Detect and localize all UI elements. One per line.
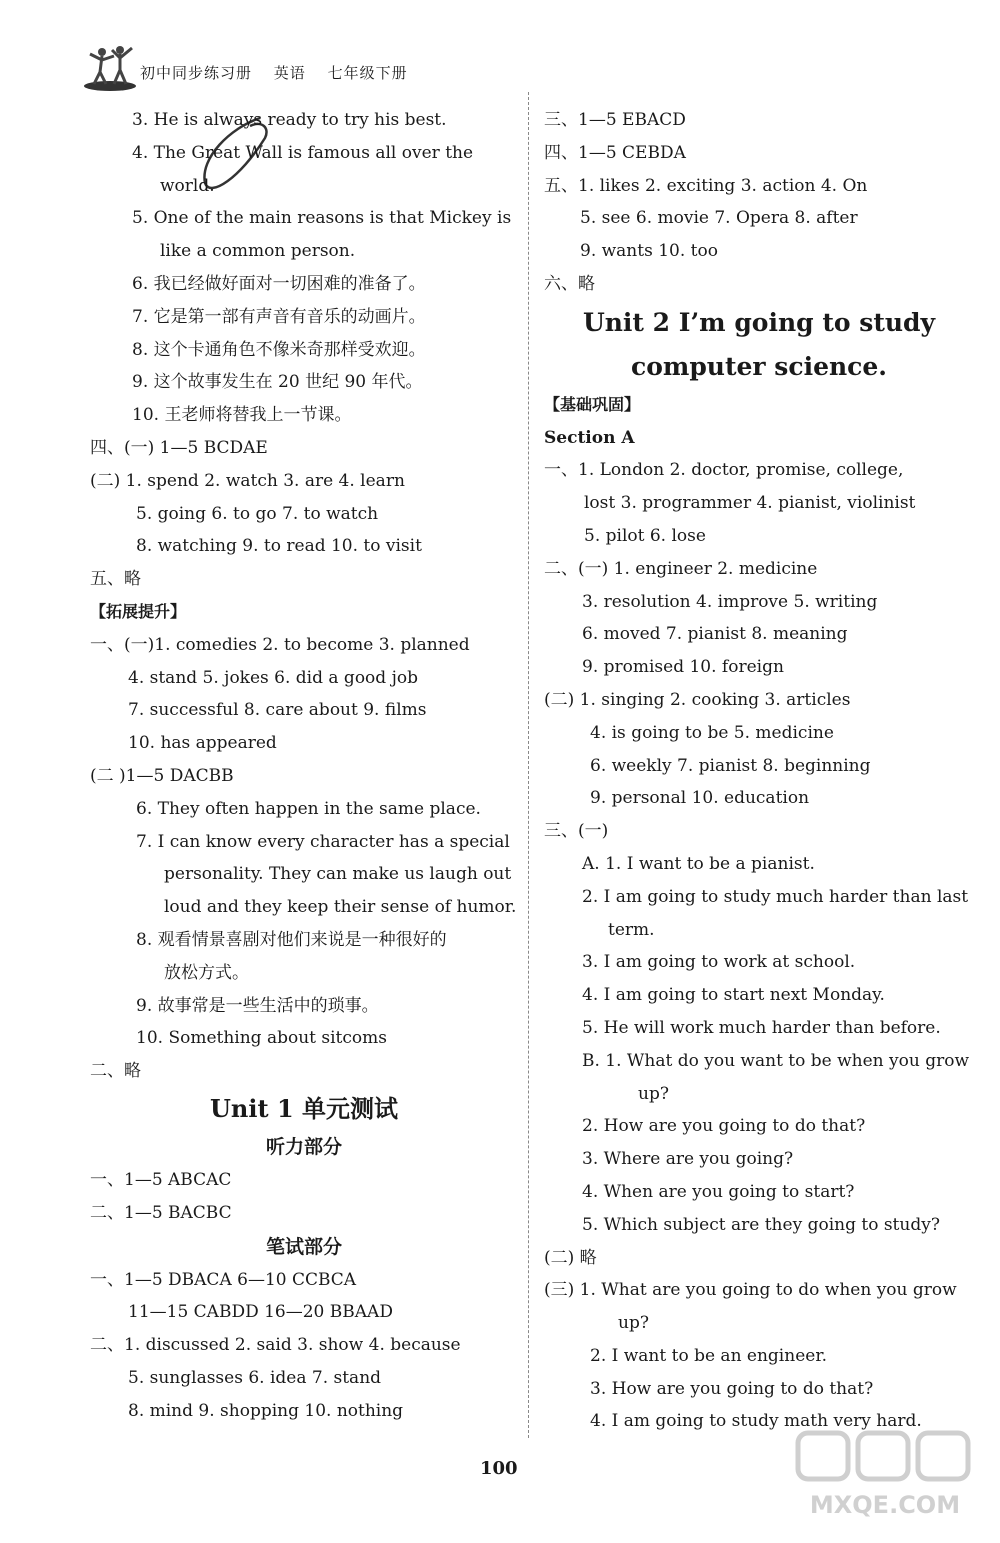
left-line: 一、1—5 DBACA 6—10 CCBCA <box>90 1269 357 1290</box>
left-line: 6. They often happen in the same place. <box>136 798 481 819</box>
left-line: 9. 故事常是一些生活中的琐事。 <box>136 995 379 1016</box>
right-line: 4. I am going to start next Monday. <box>582 985 885 1006</box>
left-line: 放松方式。 <box>164 962 249 983</box>
right-line: 9. promised 10. foreign <box>582 657 784 678</box>
left-line: 二、1. discussed 2. said 3. show 4. because <box>90 1335 461 1356</box>
right-line: A. 1. I want to be a pianist. <box>582 853 815 874</box>
right-line: lost 3. programmer 4. pianist, violinist <box>584 493 916 514</box>
right-line: 4. I am going to study math very hard. <box>590 1411 922 1432</box>
right-line: 5. see 6. movie 7. Opera 8. after <box>580 208 858 229</box>
left-line: 10. Something about sitcoms <box>136 1028 387 1049</box>
grade: 七年级下册 <box>327 64 408 82</box>
right-line: (二) 1. singing 2. cooking 3. articles <box>544 689 851 710</box>
right-line: term. <box>608 919 655 940</box>
left-line: 5. going 6. to go 7. to watch <box>136 503 379 524</box>
page-number: 100 <box>480 1458 518 1479</box>
left-line: 四、(一) 1—5 BCDAE <box>90 437 268 458</box>
right-line: 6. weekly 7. pianist 8. beginning <box>590 755 871 776</box>
right-line: 3. How are you going to do that? <box>590 1378 874 1399</box>
left-line: 8. mind 9. shopping 10. nothing <box>128 1400 404 1421</box>
left-line: 11—15 CABDD 16—20 BBAAD <box>128 1302 393 1323</box>
right-line: 一、1. London 2. doctor, promise, college, <box>544 460 904 481</box>
right-line: 2. How are you going to do that? <box>582 1116 866 1137</box>
right-line: 3. resolution 4. improve 5. writing <box>582 591 878 612</box>
left-line: personality. They can make us laugh out <box>164 864 512 885</box>
right-line: B. 1. What do you want to be when you grow <box>582 1050 970 1071</box>
right-line: Unit 2 I’m going to study <box>582 307 936 337</box>
left-line: 10. 王老师将替我上一节课。 <box>132 405 352 426</box>
left-line: 5. sunglasses 6. idea 7. stand <box>128 1367 382 1388</box>
right-line: computer science. <box>630 351 888 381</box>
left-line: (二 )1—5 DACBB <box>90 765 234 786</box>
right-line: (三) 1. What are you going to do when you grow <box>544 1280 957 1301</box>
right-line: 五、1. likes 2. exciting 3. action 4. On <box>544 175 868 196</box>
left-line: 7. successful 8. care about 9. films <box>128 700 427 721</box>
right-column <box>544 104 974 1438</box>
right-line: 4. When are you going to start? <box>582 1181 855 1202</box>
column-divider <box>528 92 529 1438</box>
right-line: 3. I am going to work at school. <box>582 952 856 973</box>
left-line: 3. He is always ready to try his best. <box>132 110 447 130</box>
left-line: 6. 我已经做好面对一切困难的准备了。 <box>132 273 426 294</box>
right-line: 5. Which subject are they going to study? <box>582 1214 940 1235</box>
left-line: like a common person. <box>160 241 356 262</box>
left-line: 4. stand 5. jokes 6. did a good job <box>128 667 418 688</box>
right-line: 9. personal 10. education <box>590 788 810 809</box>
right-line: 2. I am going to study much harder than last <box>582 886 969 907</box>
book-title: 初中同步练习册 <box>140 64 253 82</box>
left-line: 5. One of the main reasons is that Mickey is <box>132 208 512 229</box>
right-line: 9. wants 10. too <box>580 241 718 262</box>
left-line: 【拓展提升】 <box>90 601 187 621</box>
left-line: 听力部分 <box>265 1135 342 1158</box>
header-text <box>140 62 424 83</box>
right-line: 5. He will work much harder than before. <box>582 1017 941 1038</box>
right-line: Section A <box>544 427 635 448</box>
page-header <box>82 56 522 96</box>
left-line: 二、1—5 BACBC <box>90 1202 232 1223</box>
left-line: world. <box>160 175 215 196</box>
left-line: 五、略 <box>90 569 141 590</box>
left-line: 一、(一)1. comedies 2. to become 3. planned <box>90 634 470 655</box>
right-line: 三、1—5 EBACD <box>544 110 686 130</box>
left-line: 9. 这个故事发生在 20 世纪 90 年代。 <box>132 372 423 393</box>
right-line: 5. pilot 6. lose <box>584 525 706 546</box>
watermark-logo-icon <box>790 1425 980 1525</box>
left-line: 8. watching 9. to read 10. to visit <box>136 536 422 557</box>
right-line: 2. I want to be an engineer. <box>590 1345 827 1366</box>
left-line: (二) 1. spend 2. watch 3. are 4. learn <box>90 470 405 491</box>
watermark-text: MXQE.COM <box>809 1491 961 1519</box>
left-line: 8. 这个卡通角色不像米奇那样受欢迎。 <box>132 339 426 360</box>
right-line: up? <box>618 1313 649 1334</box>
right-line: up? <box>638 1083 669 1104</box>
left-line: Unit 1 单元测试 <box>210 1093 398 1123</box>
right-line: 三、(一) <box>544 821 609 842</box>
left-line: 二、略 <box>90 1061 141 1082</box>
right-line: 二、(一) 1. engineer 2. medicine <box>544 558 818 579</box>
right-line: 4. is going to be 5. medicine <box>590 722 834 743</box>
left-line: 8. 观看情景喜剧对他们来说是一种很好的 <box>136 929 447 950</box>
right-line: 四、1—5 CEBDA <box>544 142 686 163</box>
right-line: 六、略 <box>544 273 595 294</box>
left-line: 7. I can know every character has a special <box>136 831 510 852</box>
left-line: 10. has appeared <box>128 733 277 754</box>
right-line: 6. moved 7. pianist 8. meaning <box>582 624 848 645</box>
left-line: 7. 它是第一部有声音有音乐的动画片。 <box>132 306 426 327</box>
right-line: (二) 略 <box>544 1247 597 1268</box>
right-line: 3. Where are you going? <box>582 1149 794 1170</box>
subject: 英语 <box>273 64 306 82</box>
left-line: 4. The Great Wall is famous all over the <box>132 142 474 163</box>
left-column <box>90 104 518 1427</box>
left-line: 一、1—5 ABCAC <box>90 1169 232 1190</box>
dancers-logo-icon <box>82 44 138 92</box>
left-line: 笔试部分 <box>265 1235 342 1258</box>
left-line: loud and they keep their sense of humor. <box>164 897 517 918</box>
right-line: 【基础巩固】 <box>544 394 641 414</box>
